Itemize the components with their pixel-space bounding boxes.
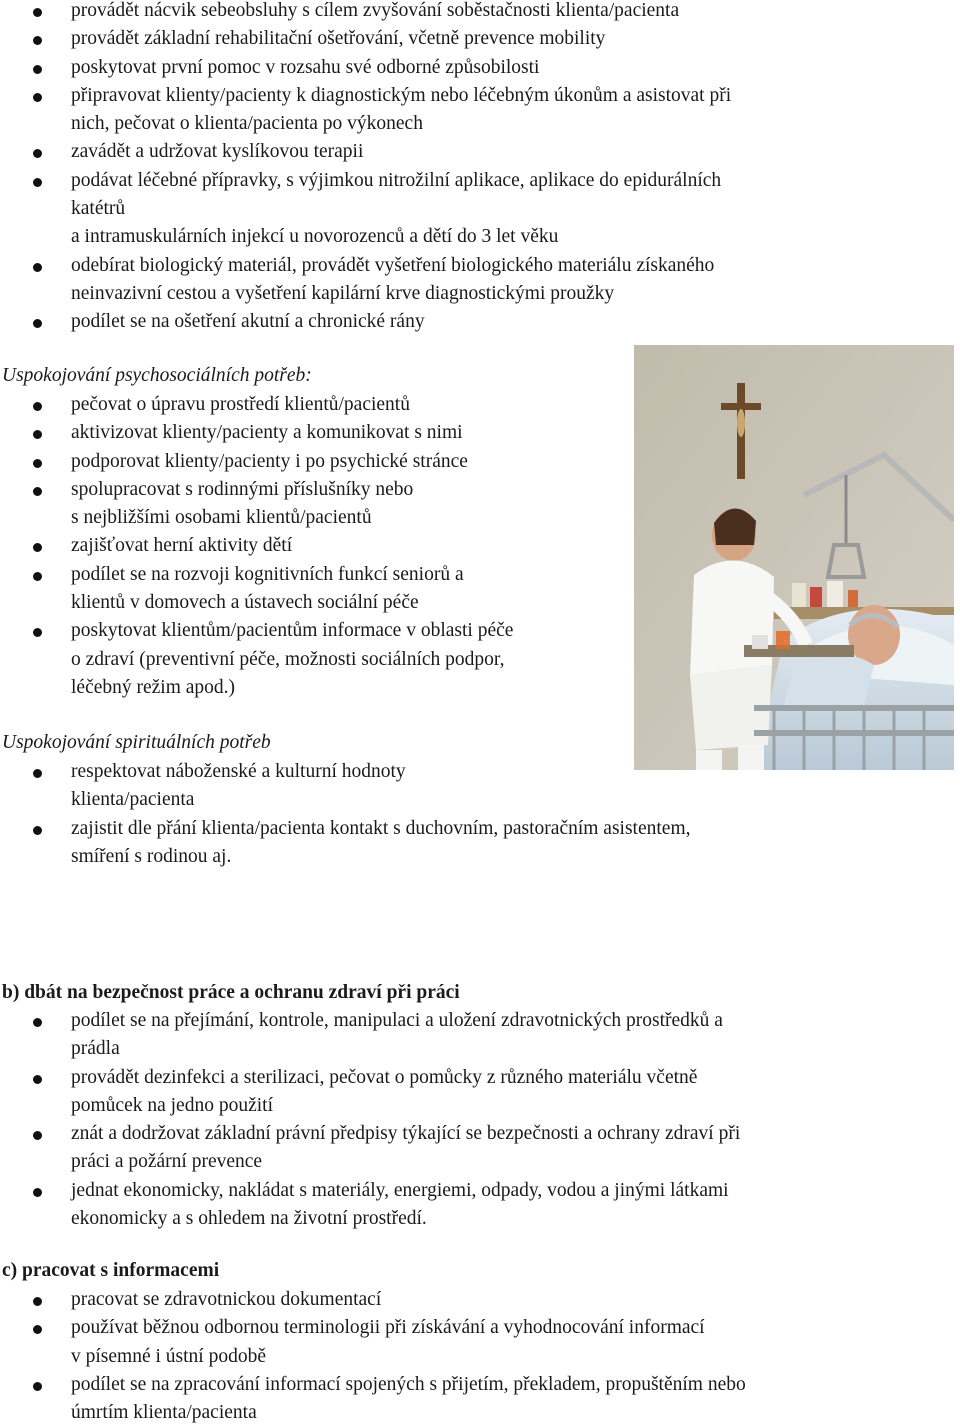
list-item-text: nich, pečovat o klienta/pacienta po výkonech — [71, 113, 423, 135]
list-item-text: poskytovat první pomoc v rozsahu své odborné způsobilosti — [71, 56, 540, 78]
information-section-heading: c) pracovat s informacemi — [2, 1260, 220, 1281]
list-item — [0, 54, 731, 82]
list-item-text: provádět dezinfekci a sterilizaci, pečovat o pomůcky z různého materiálu včetně — [71, 1066, 698, 1088]
list-item — [0, 25, 731, 53]
list-item — [0, 0, 731, 25]
safety-section-heading: b) dbát na bezpečnost práce a ochranu zdraví při práci — [2, 982, 460, 1003]
list-item — [0, 815, 691, 872]
list-item — [0, 448, 513, 476]
list-item-text: neinvazivní cestou a vyšetření kapilární krve diagnostickými proužky — [71, 282, 615, 304]
psychosocial-needs-heading: Uspokojování psychosociálních potřeb: — [2, 365, 312, 386]
list-item-text: zajistit dle přání klienta/pacienta kontakt s duchovním, pastoračním asistentem, — [71, 817, 691, 839]
list-item-text: v písemné i ústní podobě — [71, 1345, 266, 1367]
list-item-text: podílet se na rozvoji kognitivních funkcí seniorů a — [71, 563, 464, 585]
list-item — [0, 82, 731, 139]
list-item-text: pracovat se zdravotnickou dokumentací — [71, 1289, 382, 1310]
nurse-patient-photo — [634, 345, 954, 770]
list-item-text: používat běžnou odbornou terminologii při získávání a vyhodnocování informací — [71, 1317, 705, 1339]
list-item-text: respektovat náboženské a kulturní hodnoty — [71, 761, 406, 782]
list-item — [0, 1371, 746, 1427]
list-item-text: katétrů — [71, 198, 126, 220]
list-item — [0, 1314, 746, 1371]
safety-list — [0, 1007, 740, 1233]
list-item-text: pečovat o úpravu prostředí klientů/pacientů — [71, 394, 410, 415]
list-item — [0, 1007, 740, 1064]
list-item-text: zavádět a udržovat kyslíkovou terapii — [71, 141, 364, 163]
list-item-text: spolupracovat s rodinnými příslušníky nebo — [71, 478, 414, 500]
spiritual-needs-list — [0, 758, 691, 871]
list-item-text: klientů v domovech a ústavech sociální péče — [71, 592, 419, 614]
list-item — [0, 138, 731, 166]
list-item-text: připravovat klienty/pacienty k diagnostickým nebo léčebným úkonům a asistovat při — [71, 84, 732, 106]
list-item — [0, 308, 731, 336]
list-item — [0, 252, 731, 309]
list-item — [0, 1177, 740, 1234]
list-item — [0, 1286, 746, 1314]
list-item-text: jednat ekonomicky, nakládat s materiály, energiemi, odpady, vodou a jinými látkami — [71, 1179, 729, 1201]
list-item — [0, 391, 513, 419]
list-item — [0, 476, 513, 533]
list-item-text: provádět nácvik sebeobsluhy s cílem zvyšování soběstačnosti klienta/pacienta — [71, 0, 680, 21]
list-item-text: zajišťovat herní aktivity dětí — [71, 535, 293, 557]
list-item — [0, 167, 731, 252]
list-item-text: podílet se na zpracování informací spojených s přijetím, překladem, propuštěním nebo — [71, 1373, 746, 1395]
list-item-text: podílet se na ošetření akutní a chronické rány — [71, 311, 425, 333]
list-item-text: provádět základní rehabilitační ošetřování, včetně prevence mobility — [71, 28, 606, 50]
list-item-text: aktivizovat klienty/pacienty a komunikovat s nimi — [71, 422, 463, 444]
list-item-text: ekonomicky a s ohledem na životní prostředí. — [71, 1208, 427, 1230]
list-item-text: práci a požární prevence — [71, 1151, 263, 1173]
list-item-text: smíření s rodinou aj. — [71, 845, 232, 867]
list-item-text: prádla — [71, 1038, 120, 1060]
list-item — [0, 617, 513, 702]
list-item — [0, 1120, 740, 1177]
list-item-text: úmrtím klienta/pacienta — [71, 1402, 257, 1424]
list-item-text: odebírat biologický materiál, provádět vyšetření biologického materiálu získaného — [71, 254, 715, 276]
list-item-text: znát a dodržovat základní právní předpisy týkající se bezpečnosti a ochrany zdraví při — [71, 1123, 741, 1145]
list-item-text: podporovat klienty/pacienty i po psychické stránce — [71, 450, 468, 472]
list-item-text: klienta/pacienta — [71, 789, 195, 811]
information-list — [0, 1286, 746, 1427]
spiritual-needs-heading: Uspokojování spirituálních potřeb — [2, 732, 271, 753]
list-item — [0, 419, 513, 447]
list-item-text: o zdraví (preventivní péče, možnosti sociálních podpor, — [71, 648, 505, 670]
list-item — [0, 1064, 740, 1121]
care-tasks-list — [0, 0, 731, 337]
list-item-text: pomůcek na jedno použití — [71, 1094, 273, 1116]
list-item-text: podávat léčebné přípravky, s výjimkou nitrožilní aplikace, aplikace do epidurálních — [71, 169, 722, 191]
list-item-text: poskytovat klientům/pacientům informace v oblasti péče — [71, 620, 514, 642]
list-item-text: s nejbližšími osobami klientů/pacientů — [71, 507, 372, 529]
list-item-text: podílet se na přejímání, kontrole, manipulaci a uložení zdravotnických prostředků a — [71, 1010, 723, 1031]
list-item — [0, 532, 513, 560]
psychosocial-needs-list — [0, 391, 513, 702]
list-item-text: a intramuskulárních injekcí u novorozenců a dětí do 3 let věku — [71, 226, 559, 248]
list-item — [0, 561, 513, 618]
list-item-text: léčebný režim apod.) — [71, 676, 236, 698]
list-item — [0, 758, 691, 815]
